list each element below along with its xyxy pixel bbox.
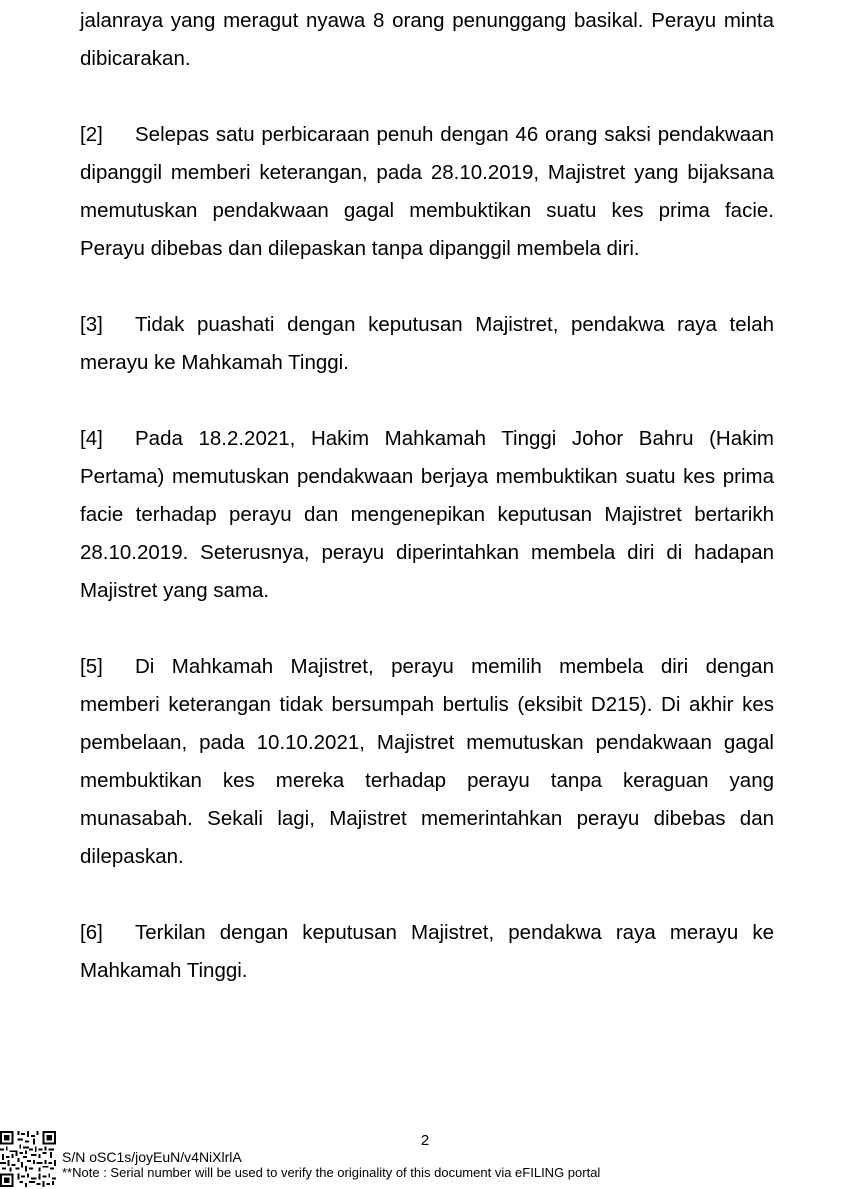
serial-number: S/N oSC1s/joyEuN/v4NiXlrlA: [62, 1149, 242, 1165]
paragraph-number: [4]: [80, 427, 103, 450]
document-body: [80, 0, 774, 1028]
verification-note: **Note : Serial number will be used to verify the originality of this document via eFILING portal: [62, 1165, 601, 1180]
paragraph-4: [80, 420, 774, 610]
paragraph-number: [5]: [80, 655, 103, 678]
paragraph-number: [6]: [80, 921, 103, 944]
paragraph-text: Tidak puashati dengan keputusan Majistret, pendakwa raya telah merayu ke Mahkamah Tinggi.: [80, 313, 774, 374]
paragraph-2: [80, 116, 774, 268]
paragraph-text: Selepas satu perbicaraan penuh dengan 46 orang saksi pendakwaan dipanggil memberi keterangan, pada 28.10.2019, Majistret yang bijaksana memutuskan pendakwaan gagal membuktikan suatu kes prima facie. Perayu dibebas dan dilepaskan tanpa dipanggil membela diri.: [80, 123, 774, 260]
paragraph-number: [3]: [80, 313, 103, 336]
page-number: 2: [420, 1132, 430, 1149]
paragraph-text: Terkilan dengan keputusan Majistret, pendakwa raya merayu ke Mahkamah Tinggi.: [80, 921, 774, 982]
paragraph-text: jalanraya yang meragut nyawa 8 orang penunggang basikal. Perayu minta dibicarakan.: [80, 9, 774, 70]
paragraph-continuation: [80, 2, 774, 78]
paragraph-5: [80, 648, 774, 876]
qr-code-icon: [0, 1131, 56, 1187]
paragraph-text: Pada 18.2.2021, Hakim Mahkamah Tinggi Johor Bahru (Hakim Pertama) memutuskan pendakwaan berjaya membuktikan suatu kes prima facie terhadap perayu dan mengenepikan keputusan Majistret bertarikh 28.10.2019. Seterusnya, perayu diperintahkan membela diri di hadapan Majistret yang sama.: [80, 427, 774, 602]
paragraph-number: [2]: [80, 123, 103, 146]
paragraph-text: Di Mahkamah Majistret, perayu memilih membela diri dengan memberi keterangan tidak bersumpah bertulis (eksibit D215). Di akhir kes pembelaan, pada 10.10.2021, Majistret memutuskan pendakwaan gagal membuktikan kes mereka terhadap perayu tanpa keraguan yang munasabah. Sekali lagi, Majistret memerintahkan perayu dibebas dan dilepaskan.: [80, 655, 774, 868]
paragraph-6: [80, 914, 774, 990]
paragraph-3: [80, 306, 774, 382]
